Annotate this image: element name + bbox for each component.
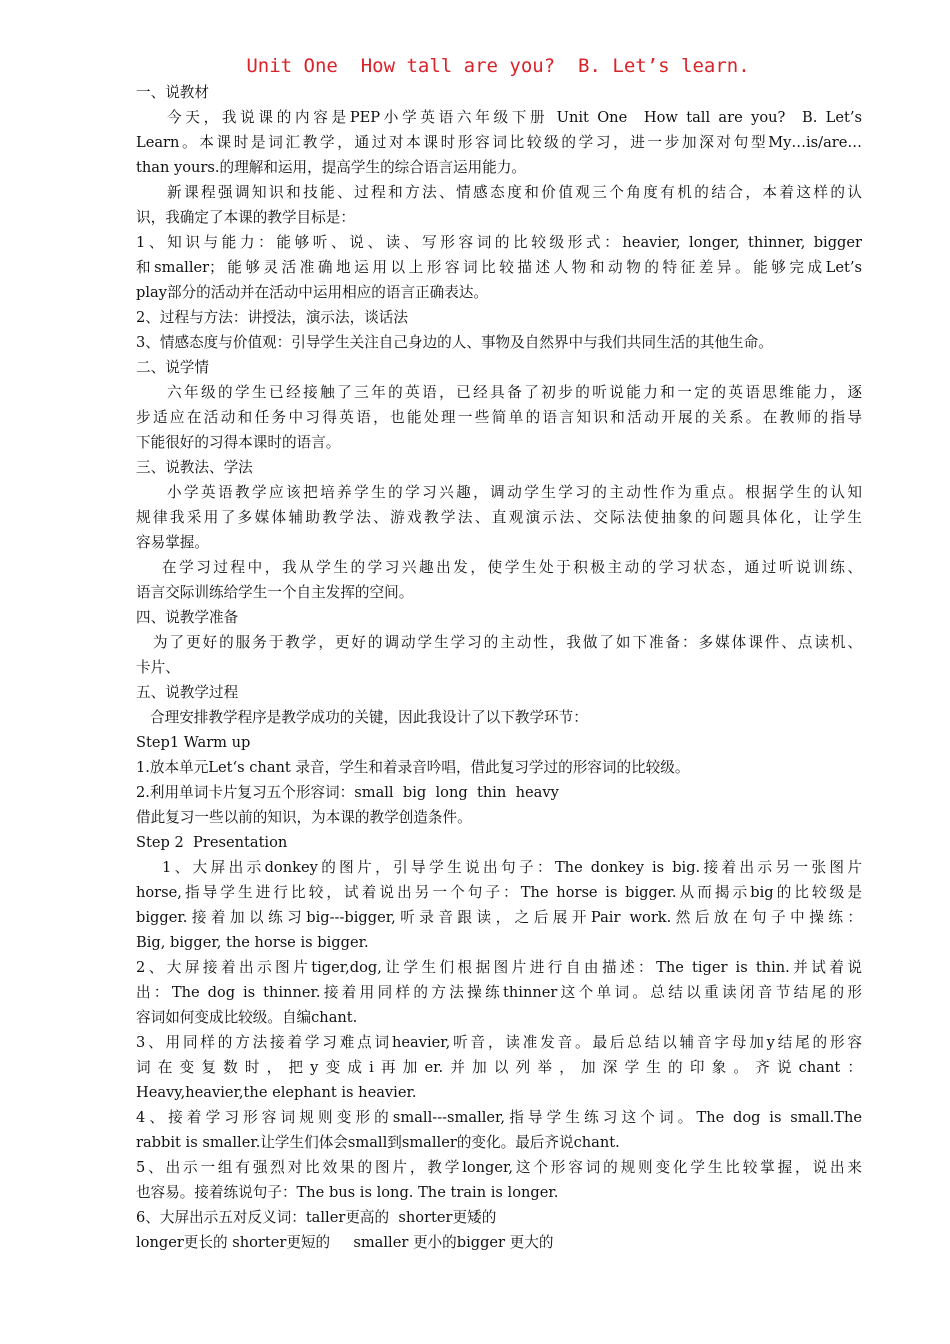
paragraph-line: 4、接着学习形容词规则变形的small---smaller,指导学生练习这个词。The dog is small.The (136, 1109, 862, 1126)
paragraph-line: 语言交际训练给学生一个自主发挥的空间。 (136, 584, 414, 601)
paragraph-line: 出：The dog is thinner.接着用同样的方法操练thinner这个单词。总结以重读闭音节结尾的形 (136, 984, 862, 1001)
paragraph-line: 步适应在活动和任务中习得英语，也能处理一些简单的语言知识和活动开展的关系。在教师的指导 (136, 409, 862, 426)
section-heading: 三、说教法、学法 (136, 459, 253, 476)
paragraph-line: 借此复习一些以前的知识，为本课的教学创造条件。 (136, 809, 472, 826)
paragraph-line: longer更长的 shorter更短的 smaller 更小的bigger 更大的 (136, 1234, 554, 1251)
paragraph-line: bigger.接着加以练习big---bigger,听录音跟读，之后展开Pair work.然后放在句子中操练： (136, 909, 862, 926)
section-heading: 四、说教学准备 (136, 609, 239, 626)
section-heading: 一、说教材 (136, 84, 209, 101)
paragraph-line: 也容易。接着练说句子：The bus is long. The train is longer. (136, 1184, 559, 1201)
section-heading: 五、说教学过程 (136, 684, 239, 701)
paragraph-line: 规律我采用了多媒体辅助教学法、游戏教学法、直观演示法、交际法使抽象的问题具体化，让学生 (136, 509, 862, 526)
paragraph-line: 2、大屏接着出示图片tiger,dog,让学生们根据图片进行自由描述：The tiger is thin.并试着说 (136, 959, 862, 976)
step-heading: Step 2 Presentation (136, 834, 288, 851)
paragraph-line: 词在变复数时，把y变成i再加er.并加以列举，加深学生的印象。齐说chant： (136, 1059, 862, 1076)
paragraph-line: 3、用同样的方法接着学习难点词heavier,听音，读准发音。最后总结以辅音字母加y结尾的形容 (136, 1034, 862, 1051)
paragraph-line: 3、情感态度与价值观：引导学生关注自己身边的人、事物及自然界中与我们共同生活的其他生命。 (136, 334, 773, 351)
paragraph-line: Big, bigger, the horse is bigger. (136, 934, 369, 951)
paragraph-line: 卡片、 (136, 659, 180, 676)
section-heading: 二、说学情 (136, 359, 209, 376)
paragraph-line: play部分的活动并在活动中运用相应的语言正确表达。 (136, 284, 489, 301)
paragraph-line: 和smaller；能够灵活准确地运用以上形容词比较描述人物和动物的特征差异。能够完成Let’s (136, 259, 862, 276)
paragraph-line: 为了更好的服务于教学，更好的调动学生学习的主动性，我做了如下准备：多媒体课件、点读机、 (153, 634, 862, 651)
paragraph-line: 识，我确定了本课的教学目标是： (136, 209, 355, 226)
paragraph-line: 小学英语教学应该把培养学生的学习兴趣，调动学生学习的主动性作为重点。根据学生的认知 (167, 484, 862, 501)
paragraph-line: 六年级的学生已经接触了三年的英语，已经具备了初步的听说能力和一定的英语思维能力，逐 (167, 384, 862, 401)
paragraph-line: 容易掌握。 (136, 534, 209, 551)
paragraph-line: 1、大屏出示donkey的图片，引导学生说出句子：The donkey is big.接着出示另一张图片 (162, 859, 862, 876)
paragraph-line: 合理安排教学程序是教学成功的关键，因此我设计了以下教学环节： (150, 709, 588, 726)
paragraph-line: 在学习过程中，我从学生的学习兴趣出发，使学生处于积极主动的学习状态，通过听说训练、 (162, 559, 862, 576)
paragraph-line: 下能很好的习得本课时的语言。 (136, 434, 341, 451)
paragraph-line: horse,指导学生进行比较，试着说出另一个句子：The horse is bigger.从而揭示big的比较级是 (136, 884, 862, 901)
paragraph-line: 2.利用单词卡片复习五个形容词：small big long thin heavy (136, 784, 559, 801)
paragraph-line: 容词如何变成比较级。自编chant. (136, 1009, 358, 1026)
paragraph-line: 今天，我说课的内容是PEP小学英语六年级下册 Unit One How tall are you? B. Let’s (167, 109, 862, 126)
paragraph-line: Heavy,heavier,the elephant is heavier. (136, 1084, 417, 1101)
paragraph-line: 新课程强调知识和技能、过程和方法、情感态度和价值观三个角度有机的结合，本着这样的认 (167, 184, 862, 201)
document-title: Unit One How tall are you? B. Let’s learn. (246, 55, 750, 77)
paragraph-line: than yours.的理解和运用，提高学生的综合语言运用能力。 (136, 159, 527, 176)
document-body (136, 80, 862, 1255)
paragraph-line: 1.放本单元Let‘s chant 录音，学生和着录音吟唱，借此复习学过的形容词的比较级。 (136, 759, 690, 776)
paragraph-line: 5、出示一组有强烈对比效果的图片，教学longer,这个形容词的规则变化学生比较掌握，说出来 (136, 1159, 862, 1176)
paragraph-line: Learn。本课时是词汇教学，通过对本课时形容词比较级的学习，进一步加深对句型My…is/are… (136, 134, 862, 151)
step-heading: Step1 Warm up (136, 734, 251, 751)
paragraph-line: 1、知识与能力：能够听、说、读、写形容词的比较级形式：heavier, longer, thinner, bigger (136, 234, 862, 251)
paragraph-line: 2、过程与方法：讲授法，演示法，谈话法 (136, 309, 408, 326)
paragraph-line: 6、大屏出示五对反义词：taller更高的 shorter更矮的 (136, 1209, 497, 1226)
paragraph-line: rabbit is smaller.让学生们体会small到smaller的变化。最后齐说chant. (136, 1134, 620, 1151)
